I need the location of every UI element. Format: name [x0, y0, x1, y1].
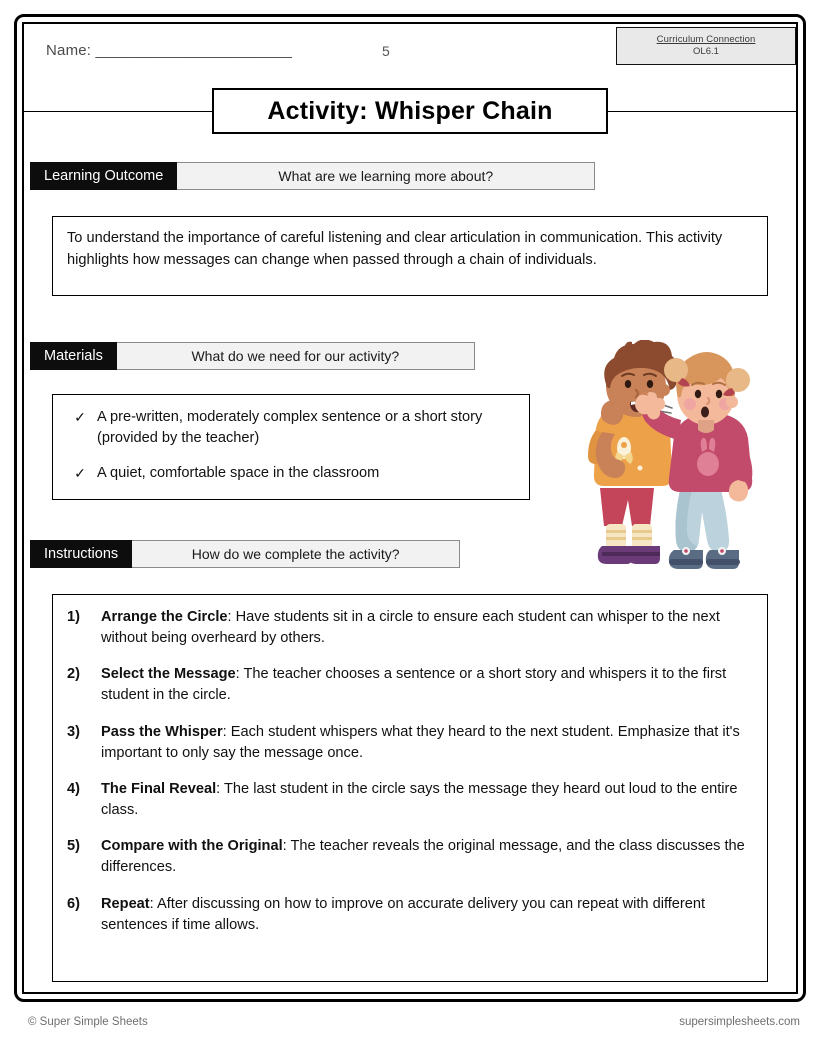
section-tag-instructions: Instructions	[30, 540, 132, 568]
page-footer	[14, 1012, 806, 1038]
section-tag-learning-outcome: Learning Outcome	[30, 162, 177, 190]
section-header-instructions	[30, 540, 460, 568]
step-lead: Arrange the Circle	[101, 609, 228, 625]
page-number: 5	[382, 43, 390, 59]
step-detail: : Have students sit in a circle to ensure each student can whisper to the next without being overheard by others.	[101, 609, 720, 647]
step-number: 1)	[67, 609, 80, 625]
step-number: 3)	[67, 723, 80, 740]
step-detail: : The teacher chooses a sentence or a short story and whispers it to the first student in the circle.	[101, 666, 727, 704]
page-content	[22, 22, 798, 994]
footer-copyright: © Super Simple Sheets	[28, 1016, 148, 1028]
list-item	[63, 607, 751, 649]
curriculum-connection-title: Curriculum Connection	[656, 34, 756, 46]
title-banner	[22, 88, 798, 134]
step-lead: Select the Message	[101, 666, 236, 683]
materials-box	[52, 394, 530, 500]
step-lead: Compare with the Original	[101, 838, 283, 855]
list-item	[63, 664, 751, 706]
check-icon: ✓	[74, 409, 86, 425]
learning-outcome-text: To understand the importance of careful listening and clear articulation in communication. This activity highlights how messages can change when passed through a chain of individuals.	[67, 230, 723, 268]
step-number: 5)	[67, 838, 80, 855]
curriculum-connection-code: OL6.1	[693, 46, 719, 57]
section-header-materials	[30, 342, 475, 370]
step-text	[101, 664, 751, 706]
section-header-learning-outcome	[30, 162, 595, 190]
list-item	[63, 779, 751, 821]
step-lead: Pass the Whisper	[101, 723, 223, 740]
name-field-label[interactable]: Name: _______________________	[46, 42, 293, 59]
step-number: 6)	[67, 895, 80, 912]
step-detail: : Each student whispers what they heard to the next student. Emphasize that it's important to only say the message once.	[101, 723, 740, 761]
step-detail: : The teacher reveals the original message, and the class discusses the differences.	[101, 838, 745, 876]
learning-outcome-box	[52, 216, 768, 296]
instructions-box	[52, 594, 768, 982]
list-item	[63, 722, 751, 764]
section-tag-materials: Materials	[30, 342, 117, 370]
title-box	[212, 88, 608, 134]
step-text	[101, 779, 751, 821]
step-number: 4)	[67, 780, 80, 797]
title-rule-left	[22, 111, 212, 112]
material-item-text: A pre-written, moderately complex sentence or a short story (provided by the teacher)	[97, 409, 483, 447]
step-detail: : After discussing on how to improve on accurate delivery you can repeat with different sentences if time allows.	[101, 895, 706, 933]
list-item	[63, 407, 519, 449]
list-item	[63, 836, 751, 878]
check-icon: ✓	[74, 465, 86, 482]
step-text	[101, 607, 751, 649]
step-lead: The Final Reveal	[101, 780, 217, 797]
step-number: 2)	[67, 666, 80, 683]
page-title: Activity: Whisper Chain	[267, 96, 553, 125]
material-item-text: A quiet, comfortable space in the classroom	[97, 465, 380, 482]
list-item	[63, 894, 751, 936]
section-question-instructions: How do we complete the activity?	[132, 540, 460, 568]
step-text	[101, 722, 751, 764]
step-text	[101, 894, 751, 936]
section-question-learning-outcome: What are we learning more about?	[177, 162, 595, 190]
section-question-materials: What do we need for our activity?	[117, 342, 475, 370]
curriculum-connection-badge	[616, 27, 796, 65]
step-detail: : The last student in the circle says the message they heard out loud to the entire class.	[101, 780, 738, 819]
step-lead: Repeat	[101, 895, 150, 912]
step-text	[101, 836, 751, 878]
header-row	[22, 22, 798, 78]
title-rule-right	[608, 111, 798, 112]
two-children-whispering-illustration	[562, 340, 792, 590]
list-item	[63, 463, 519, 484]
footer-website[interactable]: supersimplesheets.com	[679, 1016, 800, 1028]
